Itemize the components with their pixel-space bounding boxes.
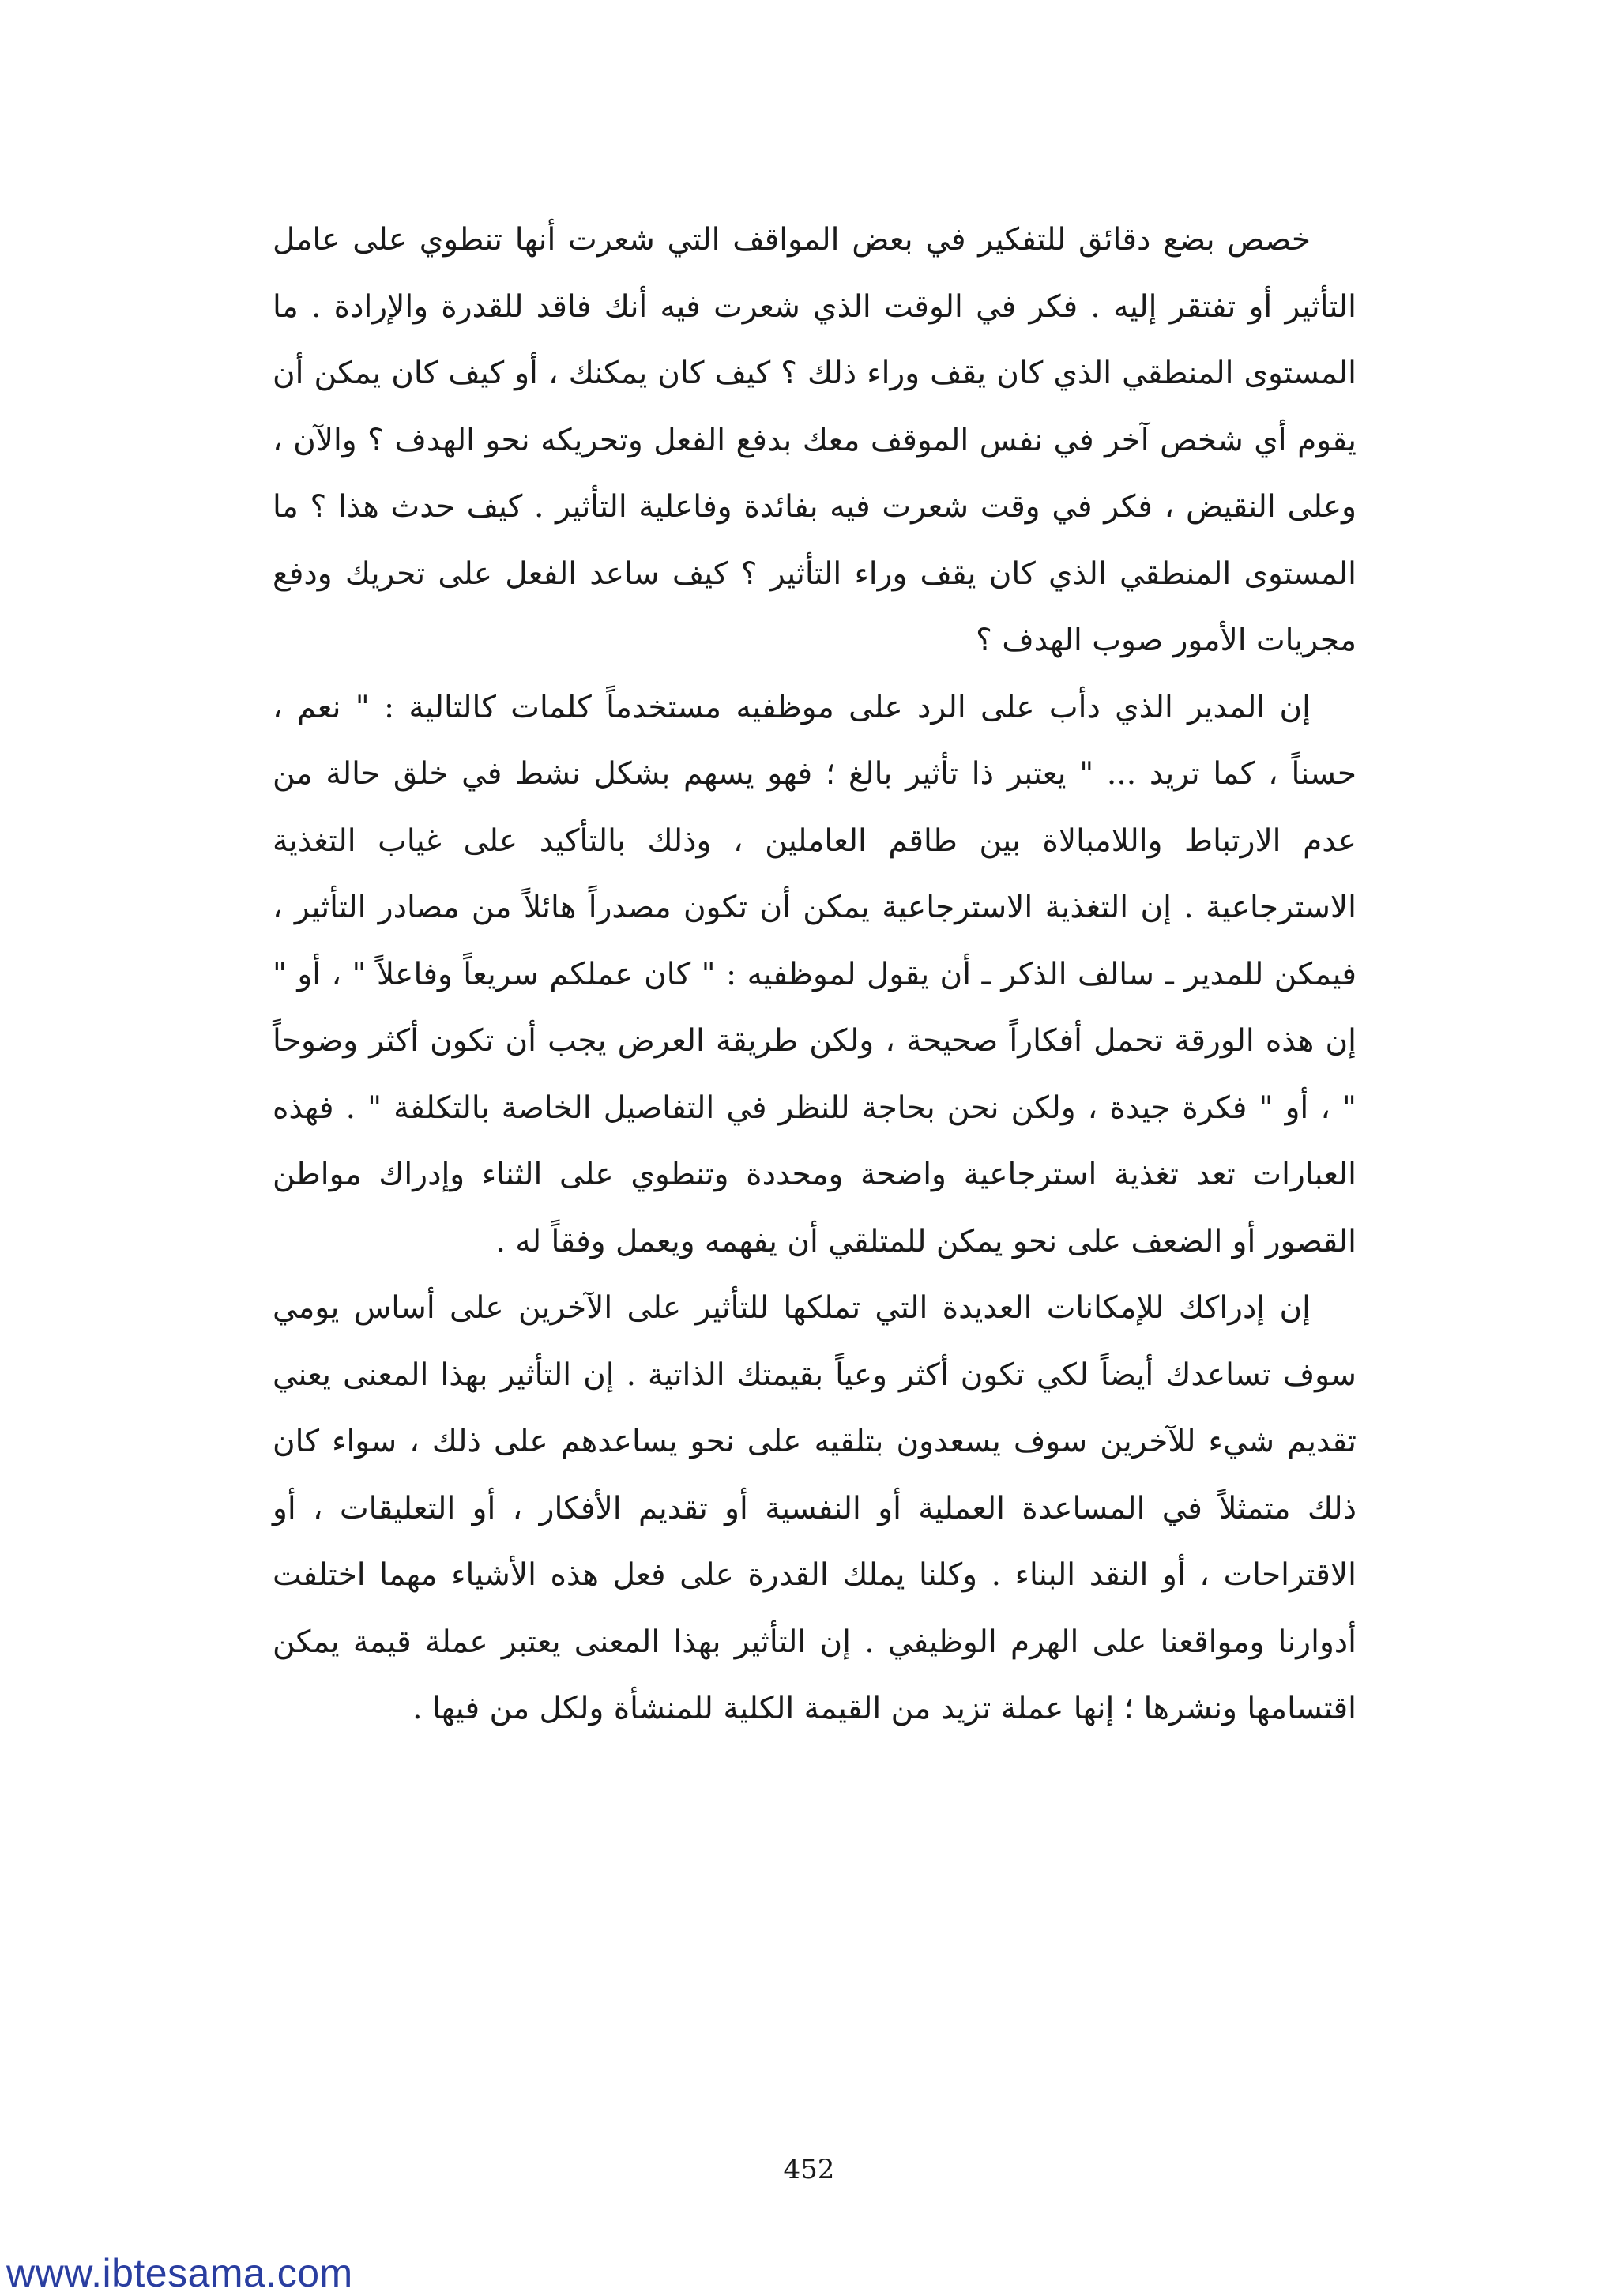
- site-watermark: www.ibtesama.com: [6, 2251, 353, 2295]
- page-number: 452: [783, 2154, 835, 2185]
- page-body: [273, 207, 1356, 1743]
- paragraph-2: إن المدير الذي دأب على الرد على موظفيه مستخدماً كلمات كالتالية : " نعم ، حسناً ، كما تريد ... " يعتبر ذا تأثير بالغ ؛ فهو يسهم بشكل نشط في خلق حالة من عدم الارتباط واللامبالاة بين طاقم العاملين ، وذلك بالتأكيد على غياب التغذية الاسترجاعية . إن التغذية الاسترجاعية يمكن أن تكون مصدراً هائلاً من مصادر التأثير ، فيمكن للمدير ـ سالف الذكر ـ أن يقول لموظفيه : " كان عملكم سريعاً وفاعلاً " ، أو " إن هذه الورقة تحمل أفكاراً صحيحة ، ولكن طريقة العرض يجب أن تكون أكثر وضوحاً " ، أو " فكرة جيدة ، ولكن نحن بحاجة للنظر في التفاصيل الخاصة بالتكلفة " . فهذه العبارات تعد تغذية استرجاعية واضحة ومحددة وتنطوي على الثناء وإدراك مواطن القصور أو الضعف على نحو يمكن للمتلقي أن يفهمه ويعمل وفقاً له .: [273, 689, 1356, 1259]
- paragraph-3: إن إدراكك للإمكانات العديدة التي تملكها للتأثير على الآخرين على أساس يومي سوف تساعدك أيضاً لكي تكون أكثر وعياً بقيمتك الذاتية . إن التأثير بهذا المعنى يعني تقديم شيء للآخرين سوف يسعدون بتلقيه على نحو يساعدهم على ذلك ، سواء كان ذلك متمثلاً في المساعدة العملية أو النفسية أو تقديم الأفكار ، أو التعليقات ، أو الاقتراحات ، أو النقد البناء . وكلنا يملك القدرة على فعل هذه الأشياء مهما اختلفت أدوارنا ومواقعنا على الهرم الوظيفي . إن التأثير بهذا المعنى يعتبر عملة قيمة يمكن اقتسامها ونشرها ؛ إنها عملة تزيد من القيمة الكلية للمنشأة ولكل من فيها .: [273, 1290, 1356, 1726]
- paragraph-1: خصص بضع دقائق للتفكير في بعض المواقف التي شعرت أنها تنطوي على عامل التأثير أو تفتقر إليه . فكر في الوقت الذي شعرت فيه أنك فاقد للقدرة والإرادة . ما المستوى المنطقي الذي كان يقف وراء ذلك ؟ كيف كان يمكنك ، أو كيف كان يمكن أن يقوم أي شخص آخر في نفس الموقف معك بدفع الفعل وتحريكه نحو الهدف ؟ والآن ، وعلى النقيض ، فكر في وقت شعرت فيه بفائدة وفاعلية التأثير . كيف حدث هذا ؟ ما المستوى المنطقي الذي كان يقف وراء التأثير ؟ كيف ساعد الفعل على تحريك ودفع مجريات الأمور صوب الهدف ؟: [273, 222, 1356, 658]
